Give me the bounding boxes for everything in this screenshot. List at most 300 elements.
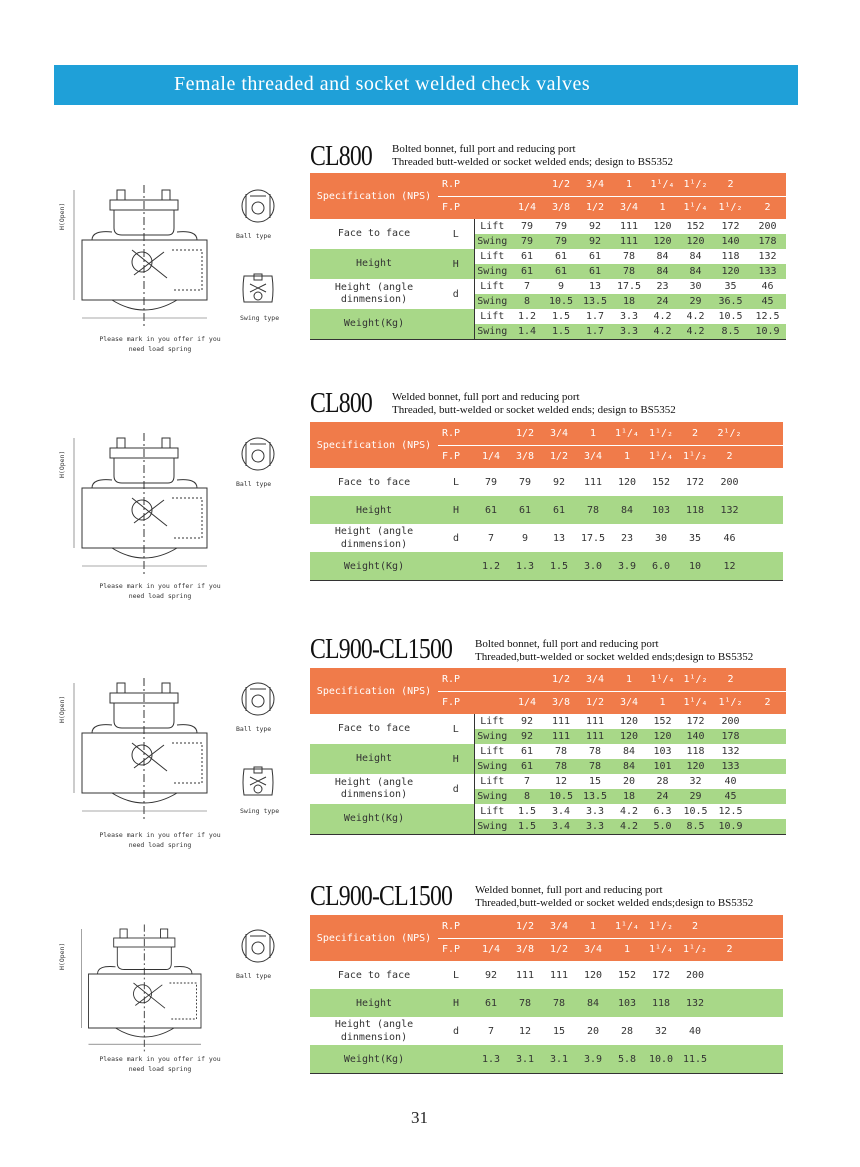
- value-cell: 3.1: [542, 1045, 576, 1074]
- value-cell: 78: [552, 997, 566, 1009]
- lift-value: 4.2: [686, 311, 705, 322]
- swing-value: 111: [619, 236, 639, 247]
- value-cell: 78: [518, 997, 532, 1009]
- swing-value: 36.5: [718, 296, 743, 307]
- value-cell: 61: [552, 504, 566, 516]
- lift-value: 20: [622, 776, 636, 787]
- lift-value: 120: [653, 221, 672, 232]
- height-dimension-label: H(Open): [58, 450, 66, 478]
- lift-value: 79: [520, 221, 534, 232]
- fp-value: 3/4: [612, 196, 646, 219]
- row-label-cell: [310, 804, 438, 835]
- spec-label: Specification (NPS): [316, 686, 432, 697]
- lift-label: Lift: [474, 774, 510, 789]
- value-cell: 200: [685, 969, 705, 981]
- empty-cell: [747, 1045, 783, 1074]
- lift-row: [310, 219, 786, 234]
- swing-value: 1.5: [510, 819, 544, 835]
- section-desc-line2: Threaded,butt-welded or socket welded ends;design to BS5352: [475, 897, 754, 909]
- spacer-cell: [474, 691, 510, 714]
- rp-value: 1/2: [508, 422, 542, 445]
- empty-cell: [747, 445, 783, 468]
- value-cell: 3.9: [576, 1045, 610, 1074]
- fp-value: 1¹/₂: [678, 938, 712, 961]
- row-symbol: [438, 1045, 474, 1074]
- spec-table: [310, 915, 783, 1074]
- lift-value: 1.7: [585, 311, 605, 322]
- value-cell: 15: [552, 1025, 566, 1037]
- lift-value: 111: [551, 716, 571, 727]
- row-label-cell: [310, 714, 438, 744]
- ball-type-icon: [240, 679, 276, 719]
- fp-value: 1: [610, 445, 644, 468]
- swing-label: Swing: [474, 819, 510, 835]
- lift-value: 35: [724, 281, 737, 292]
- row-label: Face to face: [337, 969, 411, 981]
- rp-value: 1¹/₂: [644, 915, 678, 938]
- spacer-cell: [474, 668, 510, 691]
- lift-value: 9: [557, 281, 565, 292]
- row-label-cell: [310, 1017, 438, 1045]
- lift-value: 103: [653, 746, 672, 757]
- swing-label: Swing: [474, 294, 510, 309]
- value-cell: 1.3: [508, 552, 542, 581]
- lift-value: 79: [554, 221, 568, 232]
- lift-value: 3.4: [551, 806, 571, 817]
- lift-value: 152: [653, 716, 672, 727]
- swing-value: 4.2: [646, 324, 679, 340]
- row-label: Height: [355, 258, 393, 269]
- rp-label: R.P: [438, 173, 474, 196]
- lift-label: Lift: [474, 714, 510, 729]
- lift-value: 78: [622, 251, 636, 262]
- value-cell: 13: [552, 532, 566, 544]
- row-symbol: [438, 552, 474, 581]
- section-title: CL900-CL1500: [310, 633, 453, 665]
- data-row: [310, 1045, 783, 1074]
- value-cell: 152: [617, 969, 637, 981]
- empty-cell: [749, 668, 786, 691]
- spec-label: Specification (NPS): [316, 440, 432, 451]
- empty-cell: [747, 422, 783, 445]
- rp-value: [474, 422, 508, 445]
- page-title: Female threaded and socket welded check valves: [174, 73, 591, 95]
- ball-type-icon: [240, 926, 276, 966]
- swing-value: 120: [686, 236, 705, 247]
- row-label-cell: [310, 989, 438, 1017]
- fp-value: 3/4: [576, 445, 610, 468]
- swing-value: 78: [554, 761, 568, 772]
- swing-value: 3.3: [578, 819, 612, 835]
- rp-row: [310, 915, 783, 938]
- ball-type-label: Ball type: [236, 232, 272, 240]
- lift-row: [310, 744, 786, 759]
- value-cell: 84: [620, 504, 634, 516]
- fp-value: 1/4: [474, 938, 508, 961]
- row-label: Height: [355, 753, 393, 764]
- rp-value: 1: [612, 173, 646, 196]
- lift-value: 111: [619, 221, 639, 232]
- value-cell: 103: [617, 997, 637, 1009]
- fp-value: 1/2: [542, 445, 576, 468]
- fp-value: 1: [646, 196, 679, 219]
- valve-drawing: [72, 428, 222, 578]
- swing-value: 111: [551, 731, 571, 742]
- spec-table: [310, 173, 786, 340]
- swing-type-label: Swing type: [240, 314, 280, 322]
- swing-value: 84: [622, 761, 636, 772]
- lift-value: 40: [724, 776, 737, 787]
- spec-label-cell: [310, 422, 438, 468]
- value-cell: 61: [484, 997, 498, 1009]
- empty-cell: [747, 989, 783, 1017]
- fp-label: F.P: [438, 196, 474, 219]
- value-cell: 7: [487, 532, 495, 544]
- empty-cell: [749, 774, 786, 789]
- row-label-cell: [310, 249, 438, 279]
- lift-value: 152: [686, 221, 705, 232]
- swing-value: 140: [721, 236, 740, 247]
- empty-cell: [749, 729, 786, 744]
- lift-value: 12.5: [755, 311, 780, 322]
- lift-value: 118: [721, 251, 740, 262]
- lift-value: 3.3: [585, 806, 605, 817]
- ball-type-label: Ball type: [236, 725, 272, 733]
- section-desc-line1: Welded bonnet, full port and reducing port: [392, 391, 580, 403]
- empty-cell: [747, 915, 783, 938]
- value-cell: 46: [723, 532, 736, 544]
- fp-value: 1¹/₂: [712, 196, 749, 219]
- value-cell: 30: [654, 532, 668, 544]
- row-symbol: L: [452, 723, 459, 735]
- swing-value: 61: [554, 266, 568, 277]
- empty-cell: [749, 804, 786, 819]
- section-title: CL800: [310, 387, 372, 419]
- row-label: Height (angle dinmension): [334, 777, 414, 800]
- spec-table: [310, 668, 786, 835]
- lift-value: 23: [656, 281, 669, 292]
- rp-value: 1¹/₂: [679, 668, 712, 691]
- lift-row: [310, 714, 786, 729]
- spec-label-cell: [310, 668, 438, 714]
- fp-value: 1¹/₄: [644, 938, 678, 961]
- lift-value: 28: [656, 776, 669, 787]
- empty-cell: [747, 552, 783, 581]
- swing-value: 4.2: [612, 819, 646, 835]
- swing-value: 10.9: [749, 324, 786, 340]
- row-label-cell: [310, 219, 438, 249]
- data-row: [310, 552, 783, 581]
- load-spring-note: Please mark in you offer if you need load spring: [99, 582, 221, 600]
- spec-label: Specification (NPS): [316, 191, 432, 202]
- swing-value: 18: [622, 791, 636, 802]
- row-label: Height (angle dinmension): [334, 1019, 414, 1043]
- spec-label: Specification (NPS): [316, 933, 432, 944]
- lift-value: 132: [721, 746, 740, 757]
- fp-value: 1/4: [510, 691, 544, 714]
- lift-value: 172: [686, 716, 705, 727]
- swing-value: 61: [520, 761, 534, 772]
- value-cell: 120: [583, 969, 603, 981]
- valve-drawing: [72, 920, 222, 1055]
- swing-value: 79: [520, 236, 534, 247]
- ball-type-label: Ball type: [236, 480, 272, 488]
- lift-value: 172: [721, 221, 740, 232]
- empty-cell: [712, 961, 747, 989]
- value-cell: 120: [617, 476, 637, 488]
- valve-drawing: [72, 180, 222, 330]
- lift-value: 4.2: [619, 806, 639, 817]
- swing-label: Swing: [474, 759, 510, 774]
- lift-value: 61: [520, 251, 534, 262]
- swing-value: 78: [622, 266, 636, 277]
- row-label: Weight(Kg): [343, 318, 405, 329]
- section-title: CL800: [310, 140, 372, 172]
- swing-value: 111: [585, 731, 605, 742]
- fp-label: F.P: [438, 691, 474, 714]
- swing-type-icon: [240, 763, 276, 801]
- value-cell: 3.9: [610, 552, 644, 581]
- lift-value: 84: [622, 746, 636, 757]
- rp-row: [310, 173, 786, 196]
- value-cell: 1.2: [474, 552, 508, 581]
- lift-value: 61: [554, 251, 568, 262]
- rp-value: 3/4: [578, 173, 612, 196]
- section-desc-line1: Bolted bonnet, full port and reducing port: [392, 143, 576, 155]
- fp-value: 1/2: [578, 691, 612, 714]
- value-cell: 78: [586, 504, 600, 516]
- rp-value: [510, 668, 544, 691]
- section-desc-line1: Bolted bonnet, full port and reducing port: [475, 638, 659, 650]
- empty-cell: [749, 789, 786, 804]
- lift-label: Lift: [474, 279, 510, 294]
- swing-label: Swing: [474, 729, 510, 744]
- swing-value: 1.4: [510, 324, 544, 340]
- swing-value: 10.5: [548, 791, 574, 802]
- section-desc-line2: Threaded, butt-welded or socket welded ends; design to BS5352: [392, 404, 676, 416]
- swing-label: Swing: [474, 234, 510, 249]
- lift-value: 1.2: [517, 311, 537, 322]
- lift-value: 7: [523, 281, 531, 292]
- swing-value: 178: [758, 236, 777, 247]
- row-symbol: H: [452, 997, 460, 1009]
- fp-value: 1¹/₂: [678, 445, 712, 468]
- fp-value: 3/8: [508, 445, 542, 468]
- rp-value: 3/4: [578, 668, 612, 691]
- swing-value: 133: [758, 266, 777, 277]
- empty-cell: [747, 1017, 783, 1045]
- empty-cell: [747, 468, 783, 496]
- swing-value: 1.7: [578, 324, 612, 340]
- swing-value: 120: [619, 731, 639, 742]
- value-cell: 7: [487, 1025, 495, 1037]
- value-cell: 3.1: [508, 1045, 542, 1074]
- rp-value: [474, 915, 508, 938]
- empty-cell: [747, 524, 783, 552]
- height-dimension-label: H(Open): [58, 942, 66, 970]
- spacer-cell: [474, 196, 510, 219]
- row-label-cell: [310, 1045, 438, 1074]
- section-title: CL900-CL1500: [310, 880, 453, 912]
- valve-drawing: [72, 673, 222, 823]
- value-cell: 17.5: [580, 532, 606, 544]
- swing-value: 10.9: [712, 819, 749, 835]
- row-label: Face to face: [337, 228, 411, 239]
- swing-value: 18: [622, 296, 636, 307]
- fp-value: 1/4: [474, 445, 508, 468]
- lift-value: 12: [554, 776, 568, 787]
- fp-value: 1/2: [578, 196, 612, 219]
- row-label: Face to face: [337, 476, 411, 488]
- lift-label: Lift: [474, 219, 510, 234]
- height-dimension-label: H(Open): [58, 202, 66, 230]
- value-cell: 172: [651, 969, 671, 981]
- lift-value: 1.5: [517, 806, 537, 817]
- swing-value: 10.5: [548, 296, 574, 307]
- row-label-cell: [310, 468, 438, 496]
- row-symbol: H: [438, 249, 474, 279]
- empty-cell: [712, 1017, 747, 1045]
- value-cell: 5.8: [610, 1045, 644, 1074]
- data-row: [310, 524, 783, 552]
- valve-drawing: [72, 428, 222, 578]
- valve-drawing: [72, 180, 222, 330]
- value-cell: 118: [651, 997, 671, 1009]
- spec-table: [310, 422, 783, 581]
- ball-type-icon: [240, 186, 276, 226]
- value-cell: 61: [484, 504, 498, 516]
- value-cell: 35: [688, 532, 702, 544]
- value-cell: 11.5: [678, 1045, 712, 1074]
- lift-value: 32: [689, 776, 702, 787]
- value-cell: 103: [651, 504, 671, 516]
- swing-value: 3.4: [544, 819, 578, 835]
- lift-value: 6.3: [653, 806, 672, 817]
- swing-value: 24: [656, 296, 669, 307]
- swing-value: 79: [554, 236, 568, 247]
- lift-row: [310, 804, 786, 819]
- swing-value: 45: [724, 791, 737, 802]
- fp-label: F.P: [438, 445, 474, 468]
- rp-value: 1: [576, 422, 610, 445]
- lift-value: 78: [554, 746, 568, 757]
- value-cell: 10: [678, 552, 712, 581]
- lift-value: 84: [656, 251, 669, 262]
- value-cell: 61: [518, 504, 532, 516]
- lift-value: 92: [520, 716, 534, 727]
- lift-value: 111: [585, 716, 605, 727]
- row-symbol: d: [452, 288, 459, 300]
- lift-value: 4.2: [653, 311, 672, 322]
- lift-value: 7: [523, 776, 531, 787]
- ball-type-label: Ball type: [236, 972, 272, 980]
- fp-value: 2: [749, 691, 786, 714]
- rp-value: 1¹/₂: [679, 173, 712, 196]
- height-dimension-label: H(Open): [58, 695, 66, 723]
- fp-value: 2: [749, 196, 786, 219]
- rp-value: 1/2: [544, 173, 578, 196]
- lift-value: 30: [689, 281, 702, 292]
- swing-label: Swing: [474, 324, 510, 340]
- row-label: Height: [355, 504, 393, 516]
- swing-value: 140: [686, 731, 705, 742]
- lift-value: 132: [758, 251, 777, 262]
- row-label: Height (angle dinmension): [334, 282, 414, 305]
- value-cell: 92: [484, 969, 498, 981]
- fp-value: 2: [712, 445, 747, 468]
- fp-value: 1¹/₄: [679, 196, 712, 219]
- value-cell: 10.0: [644, 1045, 678, 1074]
- value-cell: 20: [586, 1025, 600, 1037]
- fp-value: 1/4: [510, 196, 544, 219]
- swing-value: 61: [520, 266, 534, 277]
- empty-cell: [712, 915, 747, 938]
- swing-value: 8.5: [679, 819, 712, 835]
- rp-value: 2: [678, 422, 712, 445]
- value-cell: 111: [515, 969, 535, 981]
- rp-label: R.P: [438, 668, 474, 691]
- empty-cell: [749, 759, 786, 774]
- load-spring-note: Please mark in you offer if you need load spring: [99, 335, 221, 353]
- swing-value: 133: [721, 761, 740, 772]
- rp-value: 1: [612, 668, 646, 691]
- value-cell: 1.5: [542, 552, 576, 581]
- fp-value: 3/8: [508, 938, 542, 961]
- rp-value: [510, 173, 544, 196]
- lift-label: Lift: [474, 804, 510, 819]
- swing-value: 45: [761, 296, 774, 307]
- value-cell: 92: [552, 476, 566, 488]
- swing-value: 120: [721, 266, 740, 277]
- lift-value: 17.5: [616, 281, 642, 292]
- lift-row: [310, 279, 786, 294]
- lift-value: 10.5: [718, 311, 743, 322]
- lift-value: 13: [588, 281, 602, 292]
- rp-value: 2: [712, 173, 749, 196]
- lift-value: 200: [758, 221, 777, 232]
- row-label: Weight(Kg): [343, 813, 405, 824]
- value-cell: 9: [521, 532, 529, 544]
- row-symbol: H: [452, 504, 460, 516]
- lift-value: 3.3: [619, 311, 639, 322]
- value-cell: 79: [518, 476, 532, 488]
- row-symbol: d: [452, 532, 460, 544]
- rp-value: 1: [576, 915, 610, 938]
- valve-drawing: [72, 920, 222, 1055]
- rp-value: 1¹/₄: [646, 668, 679, 691]
- value-cell: 118: [685, 504, 705, 516]
- lift-value: 10.5: [683, 806, 708, 817]
- swing-value: 92: [520, 731, 534, 742]
- value-cell: 79: [484, 476, 498, 488]
- swing-type-label: Swing type: [240, 807, 280, 815]
- row-symbol: d: [452, 783, 459, 795]
- fp-value: 2: [712, 938, 747, 961]
- lift-label: Lift: [474, 744, 510, 759]
- empty-cell: [712, 989, 747, 1017]
- fp-value: 1: [610, 938, 644, 961]
- swing-value: 178: [721, 731, 740, 742]
- header-banner: [54, 65, 798, 105]
- page-number: 31: [411, 1108, 428, 1127]
- fp-value: 1: [646, 691, 679, 714]
- swing-value: 120: [653, 731, 672, 742]
- row-symbol: L: [452, 476, 460, 488]
- lift-row: [310, 774, 786, 789]
- rp-value: 2: [712, 668, 749, 691]
- lift-row: [310, 309, 786, 324]
- swing-value: 8.5: [712, 324, 749, 340]
